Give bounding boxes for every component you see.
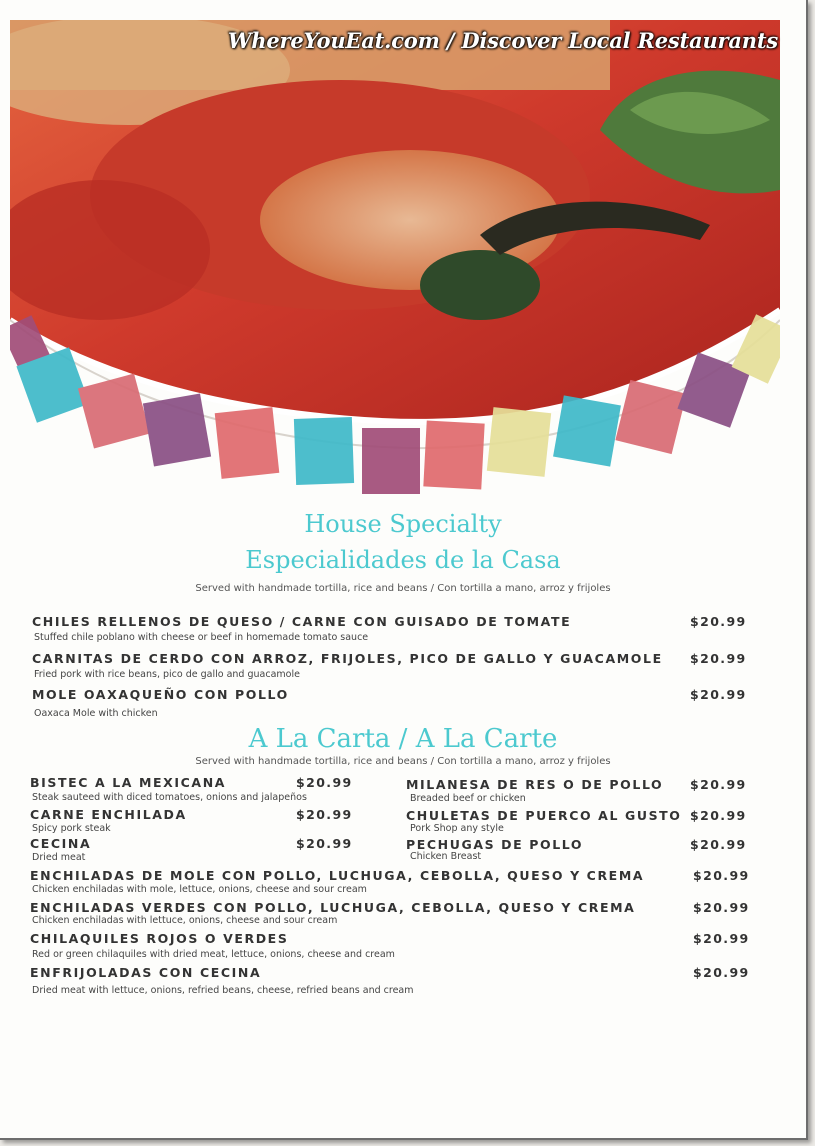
carta-item-price: $20.99	[693, 965, 750, 980]
carta-item-price: $20.99	[693, 868, 750, 883]
house-item-price: $20.99	[690, 651, 747, 666]
house-item-name: CARNITAS DE CERDO CON ARROZ, FRIJOLES, PICO DE GALLO Y GUACAMOLE	[32, 651, 663, 666]
carta-right-item-name: CHULETAS DE PUERCO AL GUSTO	[406, 808, 682, 823]
carta-left-item-name: CARNE ENCHILADA	[30, 807, 187, 822]
hero-food-photo	[10, 20, 780, 500]
carta-item-name: ENCHILADAS VERDES CON POLLO, LUCHUGA, CEBOLLA, QUESO Y CREMA	[30, 900, 636, 915]
watermark: WhereYouEat.com / Discover Local Restaurants	[227, 28, 778, 53]
carta-item-price: $20.99	[693, 900, 750, 915]
carta-left-item-desc: Dried meat	[32, 852, 86, 863]
carta-item-desc: Chicken enchiladas with lettuce, onions, cheese and sour cream	[32, 915, 338, 926]
carta-served-note: Served with handmade tortilla, rice and beans / Con tortilla a mano, arroz y frijoles	[195, 756, 611, 767]
carta-right-item-name: MILANESA DE RES O DE POLLO	[406, 777, 664, 792]
carta-item-price: $20.99	[693, 931, 750, 946]
house-served-note: Served with handmade tortilla, rice and beans / Con tortilla a mano, arroz y frijoles	[195, 583, 611, 594]
house-item-desc: Stuffed chile poblano with cheese or beef in homemade tomato sauce	[34, 632, 369, 643]
house-title-es: Especialidades de la Casa	[245, 546, 561, 574]
carta-left-item-price: $20.99	[296, 807, 353, 822]
house-item-name: CHILES RELLENOS DE QUESO / CARNE CON GUISADO DE TOMATE	[32, 614, 572, 629]
carta-right-item-price: $20.99	[690, 808, 747, 823]
carta-item-desc: Dried meat with lettuce, onions, refried beans, cheese, refried beans and cream	[32, 985, 414, 996]
carta-item-name: CHILAQUILES ROJOS O VERDES	[30, 931, 289, 946]
house-item-price: $20.99	[690, 687, 747, 702]
carta-left-item-desc: Steak sauteed with diced tomatoes, onions and jalapeños	[32, 792, 307, 803]
carta-left-item-name: BISTEC A LA MEXICANA	[30, 775, 227, 790]
carta-item-desc: Chicken enchiladas with mole, lettuce, onions, cheese and sour cream	[32, 884, 367, 895]
house-title-en: House Specialty	[304, 510, 502, 538]
carta-item-desc: Red or green chilaquiles with dried meat, lettuce, onions, cheese and cream	[32, 949, 395, 960]
carta-right-item-desc: Chicken Breast	[410, 851, 482, 862]
carta-right-item-name: PECHUGAS DE POLLO	[406, 837, 584, 852]
carta-right-item-price: $20.99	[690, 837, 747, 852]
house-item-desc: Fried pork with rice beans, pico de gallo and guacamole	[34, 669, 300, 680]
carta-right-item-price: $20.99	[690, 777, 747, 792]
house-item-price: $20.99	[690, 614, 747, 629]
carta-right-item-desc: Breaded beef or chicken	[410, 793, 526, 804]
carta-left-item-desc: Spicy pork steak	[32, 823, 111, 834]
carta-right-item-desc: Pork Shop any style	[410, 823, 504, 834]
house-item-desc: Oaxaca Mole with chicken	[34, 708, 158, 719]
carta-item-name: ENFRIJOLADAS CON CECINA	[30, 965, 262, 980]
carta-left-item-name: CECINA	[30, 836, 92, 851]
carta-left-item-price: $20.99	[296, 836, 353, 851]
carta-title: A La Carta / A La Carte	[248, 724, 558, 754]
carta-left-item-price: $20.99	[296, 775, 353, 790]
house-item-name: MOLE OAXAQUEÑO CON POLLO	[32, 687, 289, 702]
carta-item-name: ENCHILADAS DE MOLE CON POLLO, LUCHUGA, CEBOLLA, QUESO Y CREMA	[30, 868, 645, 883]
